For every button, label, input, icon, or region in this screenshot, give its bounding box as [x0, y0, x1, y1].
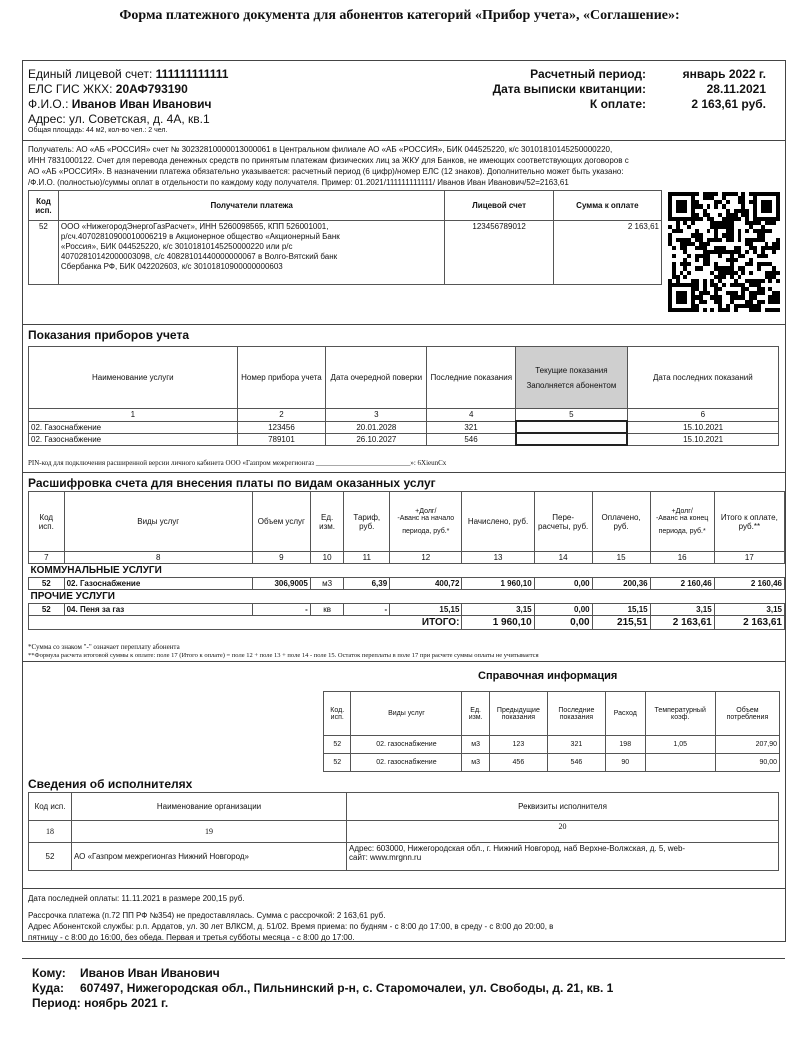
recipient-text: [28, 144, 629, 188]
num-cell: 9: [252, 552, 310, 564]
col-paid: Оплачено, руб.: [592, 492, 650, 552]
mail-where-value: 607497, Нижегородская обл., Пильнинский р-н, с. Старомочалеи, ул. Свободы, д. 21, кв. 1: [80, 981, 614, 995]
ref-unit: м3: [462, 754, 489, 772]
payee-code: 52: [29, 221, 59, 285]
exec-req: [347, 843, 779, 871]
page-title: Форма платежного документа для абонентов категорий «Прибор учета», «Соглашение»:: [119, 8, 680, 23]
meters-table: [28, 346, 779, 446]
payee-amount: 2 163,61: [553, 221, 661, 285]
payees-table: [28, 190, 662, 285]
meter-verify-date: 26.10.2027: [326, 433, 427, 445]
ref-volume: 90,00: [715, 754, 779, 772]
num-cell: 7: [29, 552, 65, 564]
ref-last: 546: [547, 754, 605, 772]
breakdown-row: [29, 578, 785, 590]
exec-col-org: Наименование организации: [72, 793, 347, 821]
meter-service: 02. Газоснабжение: [29, 433, 238, 445]
row-end: 2 160,46: [650, 578, 714, 590]
row-code: 52: [29, 604, 65, 616]
group-communal: КОММУНАЛЬНЫЕ УСЛУГИ: [29, 564, 785, 578]
group-other: ПРОЧИЕ УСЛУГИ: [29, 590, 785, 604]
ref-name: 02. газоснабжение: [351, 736, 462, 754]
itogo-label: ИТОГО:: [29, 616, 462, 630]
ref-col: Объем потребления: [715, 692, 779, 736]
ref-col: Виды услуг: [351, 692, 462, 736]
mail-to-label: Кому:: [32, 966, 66, 980]
meter-current-input[interactable]: [516, 421, 628, 433]
col-start: [390, 492, 462, 552]
exec-org: АО «Газпром межрегионгаз Нижний Новгород»: [72, 843, 347, 871]
ref-prev: 456: [489, 754, 547, 772]
meter-last: 546: [427, 433, 516, 445]
ref-last: 321: [547, 736, 605, 754]
num-cell: 6: [627, 409, 778, 422]
col-unit: Ед. изм.: [310, 492, 344, 552]
ref-coef: 1,05: [645, 736, 715, 754]
divider: [22, 888, 785, 889]
num-cell: 16: [650, 552, 714, 564]
col-verify-date: Дата очередной поверки: [326, 347, 427, 409]
ref-col: Ед. изм.: [462, 692, 489, 736]
divider: [22, 324, 785, 325]
row-paid: 15,15: [592, 604, 650, 616]
ref-name: 02. газоснабжение: [351, 754, 462, 772]
num-cell: 17: [714, 552, 784, 564]
col-current: [516, 347, 628, 409]
ref-code: 52: [324, 754, 351, 772]
row-paid: 200,36: [592, 578, 650, 590]
row-name: 02. Газоснабжение: [64, 578, 252, 590]
fio-line: [28, 97, 212, 111]
meter-last-date: 15.10.2021: [627, 433, 778, 445]
row-charged: 3,15: [462, 604, 534, 616]
qr-code: [668, 192, 780, 312]
col-types: Виды услуг: [64, 492, 252, 552]
exec-req-line: Адрес: 603000, Нижегородская обл., г. Нижний Новгород, наб Верхне-Волжская, д. 5, web-: [349, 844, 686, 853]
executors-title: Сведения об исполнителях: [28, 777, 193, 791]
exec-col-req: Реквизиты исполнителя: [347, 793, 779, 821]
address: Адрес: ул. Советская, д. 4А, кв.1: [28, 112, 210, 126]
note-2: **Формула расчета итоговой суммы к оплате: поле 17 (Итого к оплате) = поле 12 + поле 13 + поле 14 - поле 15. Остаток переплаты в поле 17 при расчете суммы оплаты не учитывается: [28, 652, 539, 659]
row-volume: -: [252, 604, 310, 616]
itogo-end: 2 163,61: [650, 616, 714, 630]
divider: [22, 472, 785, 473]
row-recalc: 0,00: [534, 604, 592, 616]
els-value: 20АФ793190: [115, 82, 188, 96]
itogo-row: [29, 616, 785, 630]
num-cell: 2: [237, 409, 326, 422]
itogo-recalc: 0,00: [534, 616, 592, 630]
period-label: Расчетный период:: [530, 67, 646, 81]
ref-prev: 123: [489, 736, 547, 754]
row-total: 3,15: [714, 604, 784, 616]
meter-number: 123456: [237, 421, 326, 433]
num-cell: 13: [462, 552, 534, 564]
col-total: Итого к оплате, руб.**: [714, 492, 784, 552]
itogo-total: 2 163,61: [714, 616, 784, 630]
meter-verify-date: 20.01.2028: [326, 421, 427, 433]
exec-row: [29, 843, 779, 871]
meter-row: [29, 433, 779, 445]
col-end-1: +Долг/: [671, 508, 693, 515]
payee-line: р/сч.40702810900010006219 в Акционерное общество «Акционерный Банк: [60, 232, 340, 241]
els-label: ЕЛС ГИС ЖКХ:: [28, 82, 113, 96]
pin-text: PIN-код для подключения расширенной версии личного кабинета ООО «Газпром межрегионгаз ___________________________»: 6XieunCx: [28, 459, 447, 467]
account-line: [28, 67, 228, 81]
els-line: [28, 82, 188, 96]
note-1: *Сумма со знаком "-" означает переплату абонента: [28, 643, 180, 651]
row-charged: 1 960,10: [462, 578, 534, 590]
breakdown-title: Расшифровка счета для внесения платы по видам оказанных услуг: [28, 476, 436, 490]
num-cell: 5: [516, 409, 628, 422]
recipient-line: ИНН 7831000122. Счет для перевода денежных средств по принятым платежам физических лиц за ЖКУ для Банков, не имеющих соответствующих договоров с: [28, 156, 629, 165]
row-unit: кв: [310, 604, 344, 616]
num-cell: 18: [29, 821, 72, 843]
col-meter-number: Номер прибора учета: [237, 347, 326, 409]
col-amount: Сумма к оплате: [553, 191, 661, 221]
pay-value: 2 163,61 руб.: [691, 97, 766, 111]
ref-coef: [645, 754, 715, 772]
ref-unit: м3: [462, 736, 489, 754]
divider: [22, 958, 785, 959]
ref-col: Расход: [605, 692, 645, 736]
installment: Рассрочка платежа (п.72 ПП РФ №354) не предоставлялась. Сумма с рассрочкой: 2 163,61 руб.: [28, 911, 386, 920]
service-line-1: Адрес Абонентской службы: р.п. Ардатов, ул. 30 лет ВЛКСМ, д. 51/02. Время приема: по будням - с 8:00 до 17:00, в среду - с 8:00 до 20:00, в: [28, 922, 554, 931]
col-last-date: Дата последних показаний: [627, 347, 778, 409]
row-start: 15,15: [390, 604, 462, 616]
num-cell: 3: [326, 409, 427, 422]
service-line-2: пятницу - с 8:00 до 16:00, без обеда. Первая и третья субботы месяца - с 8:00 до 17:00.: [28, 933, 355, 942]
num-cell: 15: [592, 552, 650, 564]
col-code: Код исп.: [29, 492, 65, 552]
row-code: 52: [29, 578, 65, 590]
num-cell: 14: [534, 552, 592, 564]
col-payee: Получатели платежа: [58, 191, 445, 221]
col-tariff: Тариф, руб.: [344, 492, 390, 552]
col-end: [650, 492, 714, 552]
fio-label: Ф.И.О.:: [28, 97, 69, 111]
payee-account: 123456789012: [445, 221, 553, 285]
num-cell: 1: [29, 409, 238, 422]
recipient-line: АО «АБ «РОССИЯ». В назначении платежа обязательно указывается: расчетный период (6 цифр)/номер ЕЛС (12 знаков). Дополнительно может быть указано:: [28, 167, 624, 176]
row-recalc: 0,00: [534, 578, 592, 590]
col-end-3: периода, руб.*: [658, 528, 706, 535]
ref-row: [324, 736, 780, 754]
num-cell: 11: [344, 552, 390, 564]
pay-label: К оплате:: [589, 97, 646, 111]
payee-line: 40702810142000003098, с/с 40828101440000000067 в Волго-Вятский банк: [60, 252, 338, 261]
ref-volume: 207,90: [715, 736, 779, 754]
row-unit: м3: [310, 578, 344, 590]
col-end-2: -Аванс на конец: [655, 515, 709, 522]
breakdown-table: [28, 491, 785, 630]
executors-table: [28, 792, 779, 871]
meter-row: [29, 421, 779, 433]
col-service: Наименование услуги: [29, 347, 238, 409]
meter-service: 02. Газоснабжение: [29, 421, 238, 433]
row-start: 400,72: [390, 578, 462, 590]
num-cell: 4: [427, 409, 516, 422]
col-start-1: +Долг/: [415, 508, 437, 515]
ref-usage: 90: [605, 754, 645, 772]
col-current-note: Заполняется абонентом: [526, 380, 617, 390]
exec-code: 52: [29, 843, 72, 871]
meter-current-input[interactable]: [516, 433, 628, 445]
last-payment: Дата последней оплаты: 11.11.2021 в размере 200,15 руб.: [28, 894, 245, 903]
ref-col: Температурный коэф.: [645, 692, 715, 736]
row-total: 2 160,46: [714, 578, 784, 590]
breakdown-row: [29, 604, 785, 616]
ref-usage: 198: [605, 736, 645, 754]
col-recalc: Пере- расчеты, руб.: [534, 492, 592, 552]
divider: [22, 661, 785, 662]
num-cell: 8: [64, 552, 252, 564]
ref-col: Код. исп.: [324, 692, 351, 736]
row-tariff: 6,39: [344, 578, 390, 590]
ref-col: Предыдущие показания: [489, 692, 547, 736]
mail-period: Период: ноябрь 2021 г.: [32, 996, 169, 1010]
col-code: Код исп.: [29, 191, 59, 221]
num-cell: 20: [347, 821, 779, 843]
row-name: 04. Пеня за газ: [64, 604, 252, 616]
account-value: 111111111111: [155, 67, 229, 81]
itogo-paid: 215,51: [592, 616, 650, 630]
mail-to-value: Иванов Иван Иванович: [80, 966, 220, 980]
col-start-2: -Аванс на начало: [397, 515, 455, 522]
recipient-line: Получатель: АО «АБ «РОССИЯ» счет № 30232810000013000061 в Центральном филиале АО «АБ «РОССИЯ», БИК 044525220, к/с 30101810145250000220,: [28, 145, 613, 154]
account-label: Единый лицевой счет:: [28, 67, 153, 81]
area-info: Общая площадь: 44 м2, кол-во чел.: 2 чел.: [28, 127, 168, 134]
col-current-label: Текущие показания: [535, 365, 608, 375]
meters-title: Показания приборов учета: [28, 328, 189, 342]
meter-last-date: 15.10.2021: [627, 421, 778, 433]
col-charged: Начислено, руб.: [462, 492, 534, 552]
payee-line: «Россия», БИК 044525220, к/с 30101810145250000220 или р/с: [60, 242, 293, 251]
col-start-3: периода, руб.*: [402, 528, 450, 535]
num-cell: 10: [310, 552, 344, 564]
row-volume: 306,9005: [252, 578, 310, 590]
row-tariff: -: [344, 604, 390, 616]
meter-last: 321: [427, 421, 516, 433]
num-cell: 19: [72, 821, 347, 843]
payee-details: [58, 221, 445, 285]
reference-table: [323, 691, 780, 772]
reference-title: Справочная информация: [478, 670, 618, 682]
fio-value: Иванов Иван Иванович: [71, 97, 212, 111]
ref-code: 52: [324, 736, 351, 754]
row-end: 3,15: [650, 604, 714, 616]
issue-value: 28.11.2021: [706, 82, 766, 96]
period-value: январь 2022 г.: [682, 67, 766, 81]
payee-line: Сбербанка РФ, БИК 042202603, к/с 30101810900000000603: [60, 262, 283, 271]
col-volume: Объем услуг: [252, 492, 310, 552]
mail-where-label: Куда:: [32, 981, 64, 995]
divider: [22, 140, 785, 141]
issue-label: Дата выписки квитанции:: [492, 82, 646, 96]
meter-number: 789101: [237, 433, 326, 445]
ref-row: [324, 754, 780, 772]
num-cell: 12: [390, 552, 462, 564]
exec-col-code: Код исп.: [29, 793, 72, 821]
payee-line: ООО «НижегородЭнергоГазРасчет», ИНН 5260098565, КПП 526001001,: [60, 222, 329, 231]
col-account: Лицевой счет: [445, 191, 553, 221]
itogo-charged: 1 960,10: [462, 616, 534, 630]
recipient-line: /Ф.И.О. (полностью)/суммы оплат в отдельности по каждому коду получателя. Пример: 01.2021/111111111111/ Иванов Иван Иванович/52=2163,61: [28, 178, 569, 187]
ref-col: Последние показания: [547, 692, 605, 736]
exec-req-line: сайт: www.mrgnn.ru: [349, 853, 422, 862]
col-last: Последние показания: [427, 347, 516, 409]
